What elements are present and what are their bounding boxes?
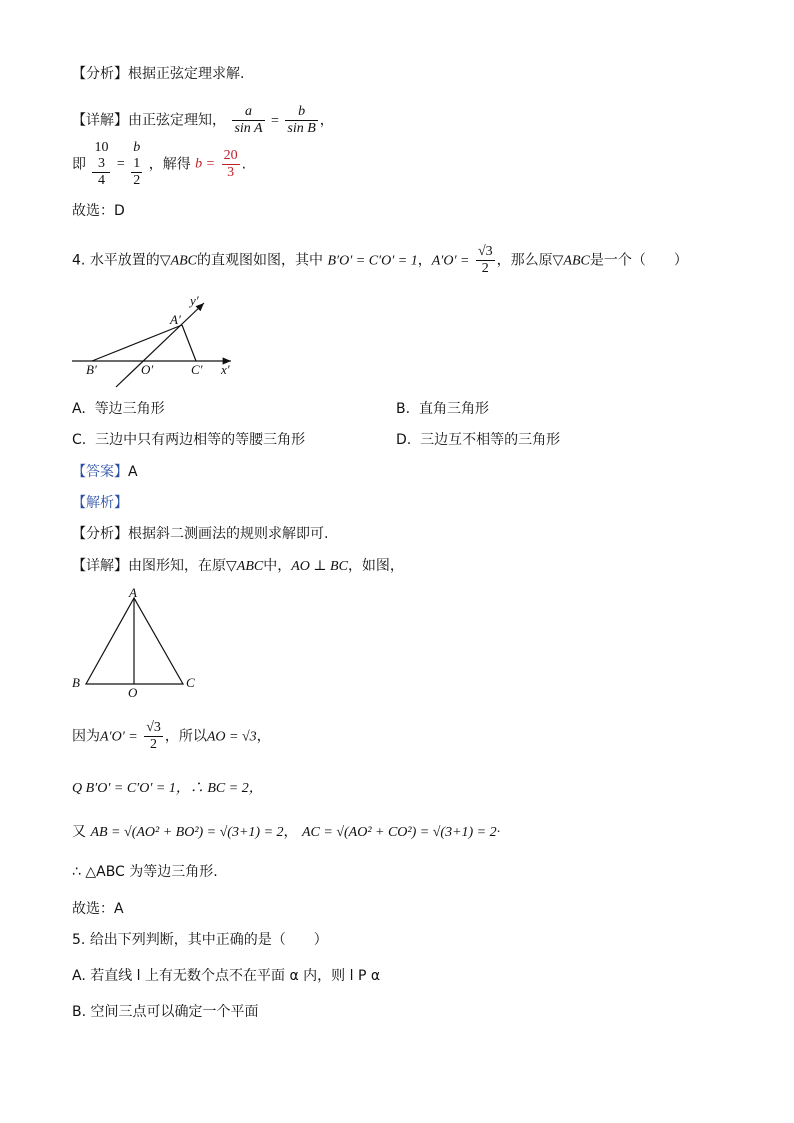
sqrt3-over-2: $\frac{√3}{2}$ (146, 720, 161, 752)
option-b[interactable]: B. 直角三角形 (396, 401, 489, 417)
q4-ab-ac-line: 又 AB = √(AO² + BO²) = √(3+1) = 2， AC = √(AO² + CO²) = √(3+1) = 2· (72, 824, 501, 840)
result-b: b = (195, 156, 216, 172)
segment-AC (182, 325, 196, 361)
label-y: y′ (190, 293, 199, 308)
fraction-a-over-sinA: $\frac{a}{\text{sin A}}$ (234, 104, 263, 136)
triangle-diagram (66, 584, 206, 700)
q4-stem: 4. 水平放置的▽ABC的直观图如图，其中 B′O′ = C′O′ = 1，A′O′ = $\frac{√3}{2}$ ，那么原▽ABC是一个（ ） (72, 244, 688, 276)
q4-answer: 【答案】A (72, 464, 138, 480)
compound-fraction-b: b 1 2 (133, 140, 141, 188)
compound-fraction: 10 3 4 (94, 140, 109, 188)
q3-step: 即 10 3 4 = b 1 2 ，解得 b = $\frac{20}{3}$ . (72, 140, 247, 188)
q4-detail: 【详解】由图形知，在原▽ABC中，AO ⊥ BC，如图， (72, 558, 404, 574)
sqrt3-over-2: $\frac{√3}{2}$ (477, 244, 493, 276)
option-a[interactable]: A. 等边三角形 (72, 401, 165, 417)
jiexi-tag: 【解析】 (72, 495, 128, 511)
analysis-tag: 【分析】 (72, 66, 128, 82)
question-number: 4. (72, 252, 86, 269)
label-B: B′ (86, 362, 97, 377)
option-d[interactable]: D. 三边互不相等的三角形 (396, 432, 561, 448)
label-A: A′ (170, 312, 181, 327)
q5-stem: 5. 给出下列判断，其中正确的是（ ） (72, 932, 328, 948)
segment-BA (92, 325, 182, 361)
detail-tag: 【详解】 (72, 112, 128, 129)
option-c[interactable]: C. 三边中只有两边相等的等腰三角形 (72, 432, 306, 448)
q3-detail: 【详解】由正弦定理知， $\frac{a}{\text{sin A}}$ = $\frac{b}{\text{sin B}}$ ， (72, 104, 334, 136)
q4-jiexi (72, 493, 128, 513)
fraction-b-over-sinB: $\frac{b}{\text{sin B}}$ (287, 104, 316, 136)
label-B: B (72, 675, 80, 690)
q3-analysis (72, 64, 244, 84)
q4-analysis: 【分析】根据斜二测画法的规则求解即可. (72, 526, 329, 542)
answer-tag: 【答案】 (72, 464, 128, 480)
label-x: x′ (221, 362, 230, 377)
label-O: O (128, 685, 138, 700)
detail-text: 由正弦定理知， (128, 112, 226, 129)
analysis-text: 根据正弦定理求解. (128, 66, 245, 82)
q4-because: 因为A′O′ = $\frac{√3}{2}$ ，所以AO = √3， (72, 720, 271, 752)
q4-choice: 故选：A (72, 901, 124, 917)
result-fraction: $\frac{20}{3}$ (223, 148, 238, 180)
q5-option-a[interactable]: A. 若直线 l 上有无数个点不在平面 α 内，则 l P α (72, 968, 381, 984)
q3-choice: 故选：D (72, 203, 125, 219)
q5-option-b[interactable]: B. 空间三点可以确定一个平面 (72, 1004, 259, 1020)
oblique-diagram (66, 290, 256, 390)
q4-conclusion: ∴ △ABC 为等边三角形. (72, 864, 218, 880)
label-A: A (129, 585, 137, 600)
q4-bc-line: Q B′O′ = C′O′ = 1，∴ BC = 2， (72, 781, 263, 796)
label-C: C′ (191, 362, 203, 377)
label-C: C (186, 675, 195, 690)
label-O: O′ (141, 362, 154, 377)
